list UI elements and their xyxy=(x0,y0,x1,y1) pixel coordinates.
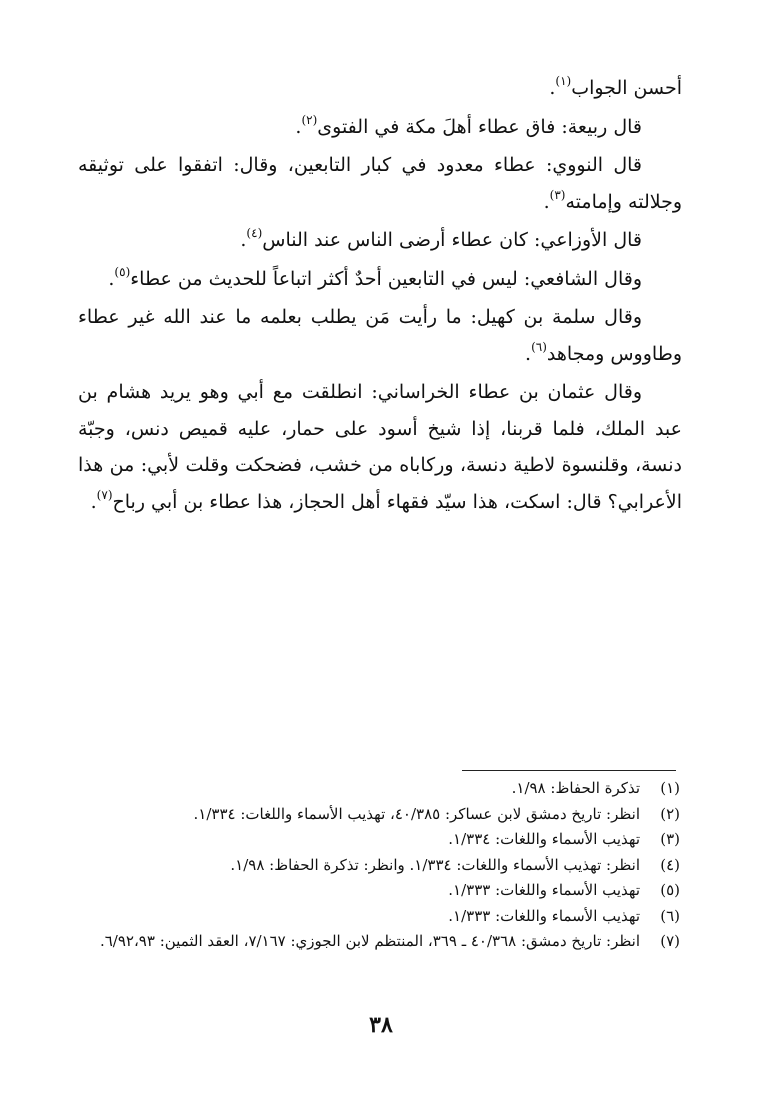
footnote-number: (١) xyxy=(660,779,680,797)
paragraph-2 xyxy=(78,109,682,146)
paragraph-6 xyxy=(78,299,682,372)
footnote-text: انظر: تاريخ دمشق: ٤٠/٣٦٨ ـ ٣٦٩، المنتظم لابن الجوزي: ٧/١٦٧، العقد الثمين: ٦/٩٢،٩٣. xyxy=(99,932,640,950)
paragraph-text: قال الأوزاعي: كان عطاء أرضى الناس عند الناس xyxy=(262,229,642,251)
sentence-end: . xyxy=(543,190,550,213)
footnote-text: تهذيب الأسماء واللغات: ١/٣٣٣. xyxy=(448,881,640,899)
footnote-number: (٢) xyxy=(660,804,680,823)
footnote-3 xyxy=(80,827,680,853)
sentence-end: . xyxy=(90,490,97,513)
footnote-text: تهذيب الأسماء واللغات: ١/٣٣٣. xyxy=(448,906,640,925)
footnote-ref-2: (٢) xyxy=(301,112,318,127)
footnote-number: (٥) xyxy=(660,881,680,899)
paragraph-text: قال ربيعة: فاق عطاء أهلَ مكة في الفتوى xyxy=(317,115,642,138)
footnote-number: (٧) xyxy=(660,932,680,950)
footnote-7 xyxy=(80,929,680,955)
footnote-text: تهذيب الأسماء واللغات: ١/٣٣٤. xyxy=(448,830,640,848)
paragraph-text: أحسن الجواب xyxy=(571,77,682,99)
footnote-ref-1: (١) xyxy=(555,74,572,88)
paragraph-1 xyxy=(78,70,682,107)
sentence-end: . xyxy=(549,77,556,99)
footnote-ref-4: (٤) xyxy=(246,226,263,240)
paragraph-3 xyxy=(78,147,682,220)
sentence-end: . xyxy=(525,342,532,365)
main-text xyxy=(78,70,682,520)
footnote-separator xyxy=(462,770,676,771)
footnote-ref-3: (٣) xyxy=(549,187,566,202)
footnote-1 xyxy=(80,776,680,802)
footnote-number: (٣) xyxy=(660,830,680,848)
paragraph-text: وقال سلمة بن كهيل: ما رأيت مَن يطلب بعلمه ما عند الله غير عطاء وطاووس ومجاهد xyxy=(78,306,682,365)
sentence-end: . xyxy=(108,267,115,290)
footnotes xyxy=(80,776,680,955)
paragraph-text: وقال الشافعي: ليس في التابعين أحدٌ أكثر اتباعاً للحديث من عطاء xyxy=(130,267,642,290)
footnote-5 xyxy=(80,878,680,904)
sentence-end: . xyxy=(295,115,302,138)
footnote-text: انظر: تهذيب الأسماء واللغات: ١/٣٣٤. وانظر: تذكرة الحفاظ: ١/٩٨. xyxy=(230,855,640,874)
footnote-6 xyxy=(80,904,680,930)
paragraph-text: وقال عثمان بن عطاء الخراساني: انطلقت مع أبي وهو يريد هشام بن عبد الملك، فلما قربنا، إذا شيخ أسود على حمار، عليه قميص دنس، وجبّة دنسة، وقلنسوة لاطية دنسة، وركاباه من خشب، فضحكت وقلت لأبي: من هذا الأعرابي؟ قال: اسكت، هذا سيّد فقهاء أهل الحجاز، هذا عطاء بن أبي رباح xyxy=(78,381,682,513)
footnote-text: تذكرة الحفاظ: ١/٩٨. xyxy=(511,779,640,797)
paragraph-4 xyxy=(78,222,682,259)
paragraph-5 xyxy=(78,261,682,298)
footnote-number: (٤) xyxy=(660,855,680,874)
footnote-4 xyxy=(80,853,680,879)
footnote-2 xyxy=(80,802,680,828)
footnote-ref-6: (٦) xyxy=(531,339,547,354)
paragraph-7 xyxy=(78,374,682,520)
footnote-number: (٦) xyxy=(660,906,680,925)
footnote-ref-5: (٥) xyxy=(114,264,131,279)
footnote-ref-7: (٧) xyxy=(96,487,113,502)
page-number: ٣٨ xyxy=(369,1012,393,1038)
footnote-text: انظر: تاريخ دمشق لابن عساكر: ٤٠/٣٨٥، تهذيب الأسماء واللغات: ١/٣٣٤. xyxy=(193,804,640,823)
sentence-end: . xyxy=(240,229,247,251)
paragraph-text: قال النووي: عطاء معدود في كبار التابعين، وقال: اتفقوا على توثيقه وجلالته وإمامته xyxy=(78,154,682,213)
